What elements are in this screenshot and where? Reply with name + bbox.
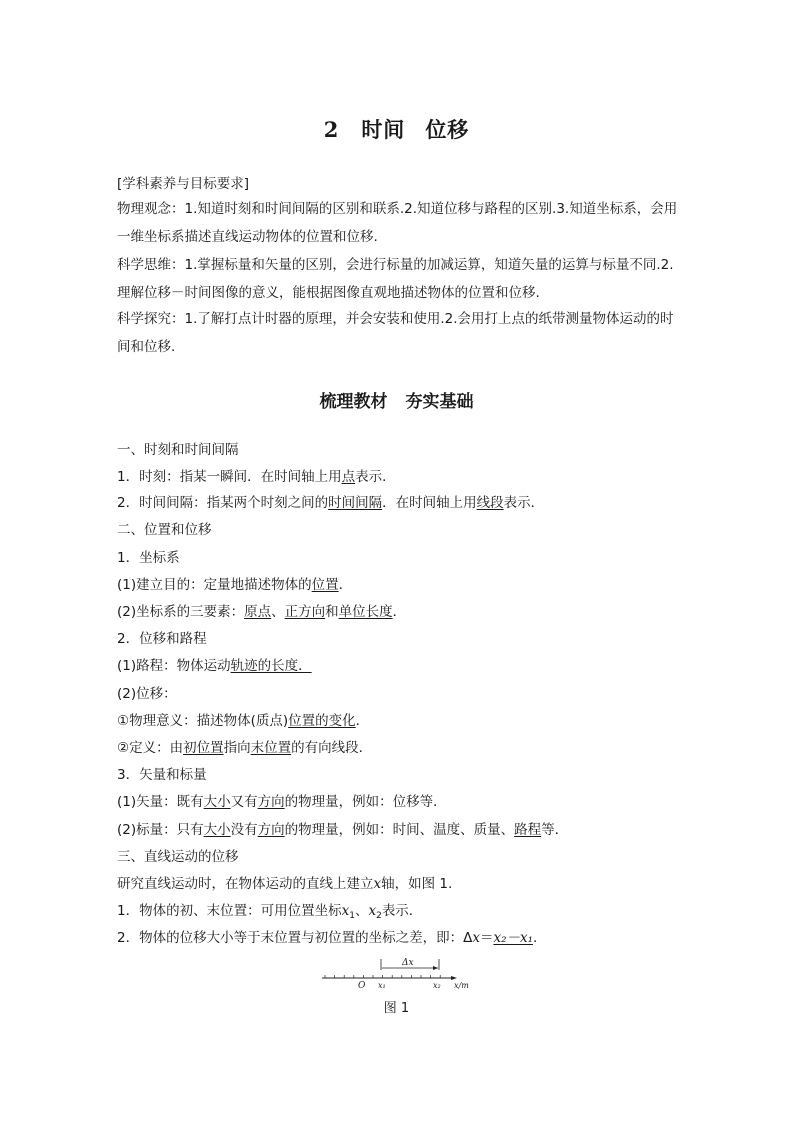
x2-label: x₂ xyxy=(433,981,441,990)
s2-p7-text: (1)矢量：既有 xyxy=(117,794,204,810)
inquiry-text: 1.了解打点计时器的原理，并会安装和使用.2.会用打上点的纸带测量物体运动的时间和位移. xyxy=(117,311,674,355)
s3-heading: 三、直线运动的位移 xyxy=(117,849,239,865)
s2-p8 xyxy=(117,820,568,840)
objective-concept xyxy=(117,195,682,251)
s3-intro xyxy=(117,874,452,894)
axis-unit-label: x/m xyxy=(454,981,469,990)
s2-p5-answer: 位置的变化 xyxy=(288,713,356,729)
s2-p7-answer2: 方向 xyxy=(257,794,285,810)
page-title xyxy=(0,114,793,144)
s2-p8-answer3: 路程 xyxy=(514,822,542,838)
s2-p5 xyxy=(117,711,369,731)
s2-p3-answer: 轨迹的长度． xyxy=(230,658,312,674)
s3-x2-sub: 2 xyxy=(376,911,382,921)
s2-p7 xyxy=(117,792,447,812)
s2-p6-mid: 指向 xyxy=(223,740,251,756)
s3-x1-sub: 1 xyxy=(349,911,355,921)
s2-p1-answer: 位置 xyxy=(311,577,339,593)
s2-p2-text: (2)坐标系的三要素： xyxy=(117,604,245,620)
thinking-label: 科学思维： xyxy=(117,257,185,273)
s3-sep: 、 xyxy=(354,903,369,919)
s1-item1 xyxy=(117,467,396,487)
s2-p2-sep: 、 xyxy=(271,604,285,620)
s2-p8-text: (2)标量：只有 xyxy=(117,822,204,838)
s3-item1 xyxy=(117,901,422,926)
inquiry-label: 科学探究： xyxy=(117,311,185,327)
thinking-text: 1.掌握标量和矢量的区别，会进行标量的加减运算，知道矢量的运算与标量不同.2.理解位移－时间图像的意义，能根据图像直观地描述物体的位置和位移. xyxy=(117,257,674,301)
s2-p2-answer2: 正方向 xyxy=(284,604,326,620)
origin-label: O xyxy=(358,981,366,991)
s2-p2-answer3: 单位长度 xyxy=(338,604,393,620)
s2-p8-end: 等． xyxy=(541,822,569,838)
objectives-header: [学科素养与目标要求] xyxy=(117,176,250,192)
s2-p8-mid: 没有 xyxy=(230,822,258,838)
s3-item2 xyxy=(117,928,537,948)
s2-p8-answer2: 方向 xyxy=(257,822,285,838)
s1-item1-answer: 点 xyxy=(341,469,356,485)
s2-p4: (2)位移： xyxy=(117,686,177,702)
s2-p3 xyxy=(117,656,312,676)
s2-heading: 二、位置和位移 xyxy=(117,522,212,538)
s3-intro-text: 研究直线运动时，在物体运动的直线上建立 xyxy=(117,876,374,892)
s3-item1-text: 1．物体的初、末位置：可用位置坐标 xyxy=(117,903,342,919)
x-axis-arrow xyxy=(451,976,457,980)
s3-intro-x: x xyxy=(373,876,382,892)
s2-p6-answer2: 末位置 xyxy=(250,740,292,756)
section-title-part1: 梳理教材 xyxy=(319,392,388,412)
s2-p2-answer1: 原点 xyxy=(244,604,272,620)
s1-item2-answer2: 线段 xyxy=(476,495,504,511)
s1-heading: 一、时刻和时间间隔 xyxy=(117,442,239,458)
s3-item2-text: 2．物体的位移大小等于末位置与初位置的坐标之差，即：Δ xyxy=(117,930,473,946)
objective-inquiry xyxy=(117,305,682,361)
s3-item2-end: . xyxy=(533,930,538,946)
title-part2: 位移 xyxy=(425,118,470,142)
section-title-part2: 夯实基础 xyxy=(405,392,474,412)
s1-item2-mid: ．在时间轴上用 xyxy=(382,495,477,511)
s2-p5-text: ①物理意义：描述物体(质点) xyxy=(117,713,289,729)
s2-p3-text: (1)路程：物体运动 xyxy=(117,658,231,674)
section-title xyxy=(0,387,793,412)
delta-x-label: Δx xyxy=(402,958,414,968)
s1-item2-answer1: 时间间隔 xyxy=(328,495,383,511)
s2-sub1: 1．坐标系 xyxy=(117,550,180,566)
s1-item2-text: 2．时间间隔：指某两个时刻之间的 xyxy=(117,495,329,511)
s2-p8-mid2: 的物理量，例如：时间、温度、质量、 xyxy=(284,822,515,838)
s2-p1-text: (1)建立目的：定量地描述物体的 xyxy=(117,577,312,593)
s3-intro-end: 轴，如图 1. xyxy=(381,876,453,892)
s1-item2 xyxy=(117,493,544,513)
s2-sub3: 3．矢量和标量 xyxy=(117,767,207,783)
s2-p2 xyxy=(117,602,406,622)
s2-p2-end: ． xyxy=(392,604,407,620)
title-part1: 时间 xyxy=(361,118,406,142)
s2-p6-answer1: 初位置 xyxy=(183,740,224,756)
figure-caption: 图 1 xyxy=(383,1001,410,1016)
figure-axis-diagram xyxy=(320,955,480,995)
s2-p6-end: 的有向线段． xyxy=(291,740,373,756)
s1-item1-text: 1．时刻：指某一瞬间．在时间轴上用 xyxy=(117,469,342,485)
s3-item2-x: x xyxy=(472,930,480,946)
concept-label: 物理观念： xyxy=(117,201,185,217)
axis-ticks xyxy=(325,975,440,978)
s3-item1-end: 表示． xyxy=(381,903,423,919)
s2-sub2: 2．位移和路程 xyxy=(117,631,207,647)
s2-p8-answer1: 大小 xyxy=(203,822,231,838)
s2-p7-answer1: 大小 xyxy=(203,794,231,810)
x1-label: x₁ xyxy=(378,981,386,990)
s2-p2-and: 和 xyxy=(325,604,339,620)
s2-p1-end: ． xyxy=(338,577,353,593)
s2-p5-end: ． xyxy=(355,713,370,729)
concept-text: 1.知道时刻和时间间隔的区别和联系.2.知道位移与路程的区别.3.知道坐标系，会用一维坐标系描述直线运动物体的位置和位移. xyxy=(117,201,678,245)
s3-item2-formula: x₂－x₁ xyxy=(493,930,534,946)
s2-p6 xyxy=(117,738,372,758)
s3-x1: x xyxy=(341,903,350,919)
delta-arrow-head xyxy=(433,966,438,970)
s3-item2-eq: ＝ xyxy=(479,930,494,946)
s2-p7-mid: 又有 xyxy=(230,794,258,810)
s2-p1 xyxy=(117,575,352,595)
objective-thinking xyxy=(117,251,682,307)
s1-item2-end: 表示． xyxy=(503,495,545,511)
title-number: 2 xyxy=(323,117,340,142)
s2-p6-text: ②定义：由 xyxy=(117,740,184,756)
s1-item1-end: 表示． xyxy=(355,469,396,485)
s2-p7-end: 的物理量，例如：位移等． xyxy=(284,794,447,810)
s3-x2: x xyxy=(368,903,377,919)
